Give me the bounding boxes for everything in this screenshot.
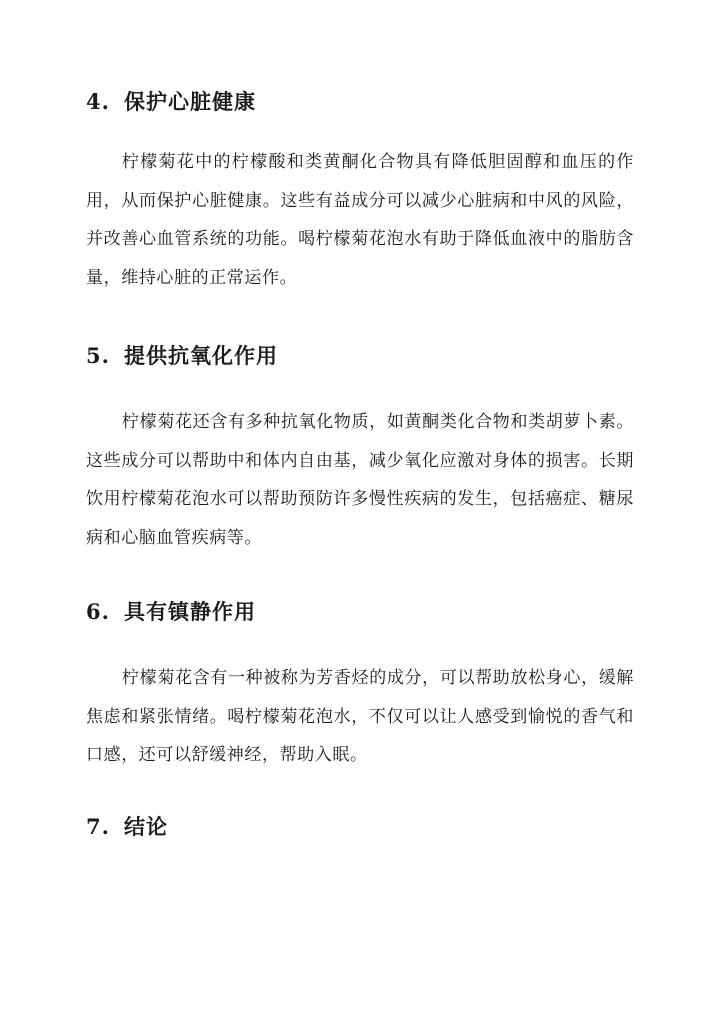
section-number: 4.	[86, 89, 110, 114]
section-title: 保护心脏健康	[124, 89, 256, 114]
section-number: 6.	[86, 599, 110, 624]
section-number: 7.	[86, 814, 110, 839]
section-number: 5.	[86, 343, 110, 368]
section-heading-6	[86, 598, 634, 626]
section-title: 提供抗氧化作用	[124, 343, 278, 368]
section-title: 具有镇静作用	[124, 599, 256, 624]
section-paragraph-5: 柠檬菊花还含有多种抗氧化物质，如黄酮类化合物和类胡萝卜素。这些成分可以帮助中和体内自由基，减少氧化应激对身体的损害。长期饮用柠檬菊花泡水可以帮助预防许多慢性疾病的发生，包括癌症、糖尿病和心脑血管疾病等。	[86, 412, 634, 548]
section-paragraph-4: 柠檬菊花中的柠檬酸和类黄酮化合物具有降低胆固醇和血压的作用，从而保护心脏健康。这些有益成分可以减少心脏病和中风的风险，并改善心血管系统的功能。喝柠檬菊花泡水有助于降低血液中的脂肪含量，维持心脏的正常运作。	[86, 152, 634, 288]
section-paragraph-6: 柠檬菊花含有一种被称为芳香烃的成分，可以帮助放松身心，缓解焦虑和紧张情绪。喝柠檬菊花泡水，不仅可以让人感受到愉悦的香气和口感，还可以舒缓神经，帮助入眠。	[86, 668, 634, 765]
section-heading-5	[86, 342, 634, 370]
section-title: 结论	[124, 814, 168, 839]
section-heading-7	[86, 813, 634, 841]
section-heading-4	[86, 88, 634, 116]
